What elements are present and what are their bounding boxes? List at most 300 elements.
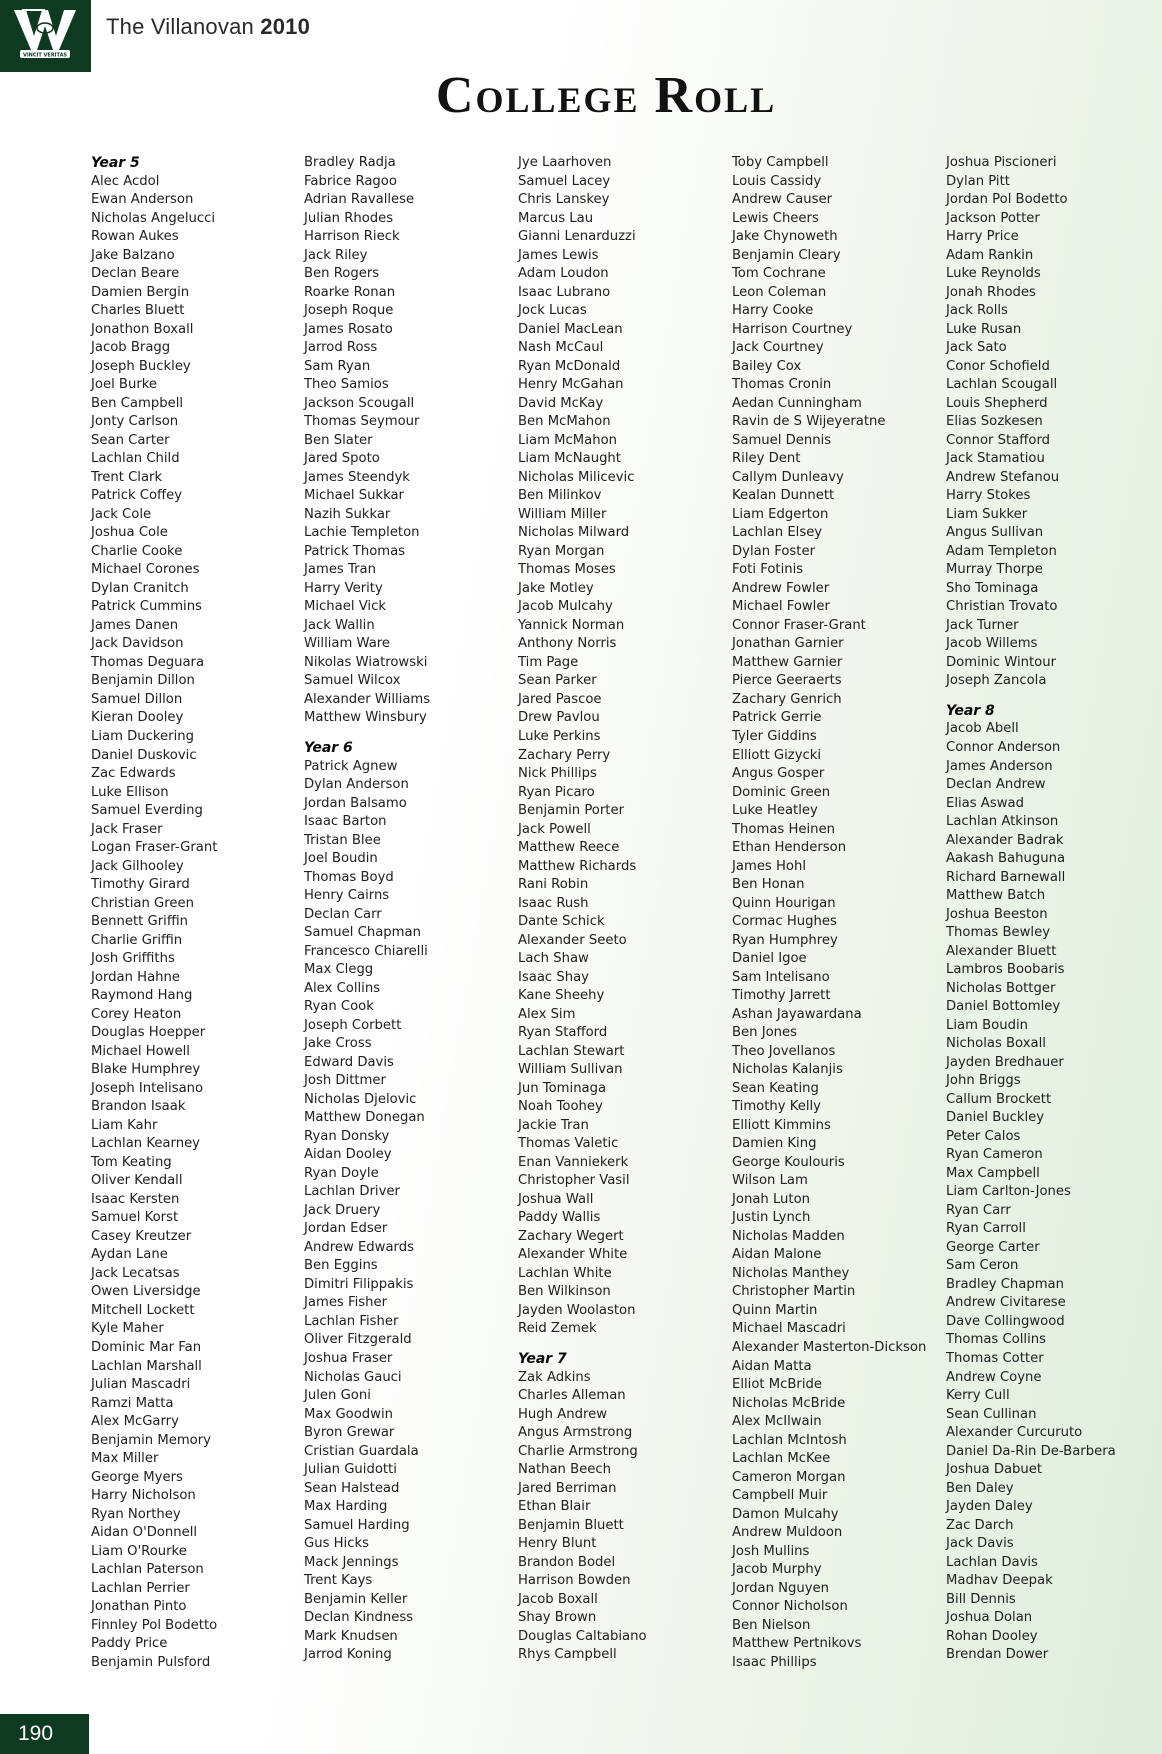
student-name: Aydan Lane — [91, 1247, 168, 1263]
student-name: Matthew Batch — [946, 888, 1046, 904]
student-name: Ryan McDonald — [518, 358, 621, 374]
student-name: Thomas Cotter — [946, 1351, 1044, 1366]
student-name: Trent Clark — [91, 469, 163, 485]
student-name: Alexander Williams — [304, 691, 431, 707]
student-name: Jack Gilhooley — [91, 858, 184, 874]
student-name: Ryan Carr — [946, 1202, 1011, 1218]
student-name: Christian Green — [91, 895, 194, 911]
student-name: Pierce Geeraerts — [732, 673, 842, 689]
page-number: 190 — [18, 1722, 54, 1745]
student-name: Thomas Heinen — [732, 821, 835, 837]
student-name: Thomas Collins — [946, 1332, 1046, 1348]
student-name: James Steendyk — [304, 469, 410, 485]
college-roll — [0, 154, 1162, 1684]
student-name: Fabrice Ragoo — [304, 173, 397, 189]
student-name: Daniel Bottomley — [946, 999, 1061, 1015]
student-name: Enan Vanniekerk — [518, 1154, 629, 1170]
student-name: Lachlan White — [518, 1265, 612, 1281]
student-name: Nicholas Kalanjis — [732, 1062, 843, 1078]
student-name: Jonah Luton — [732, 1191, 811, 1207]
student-name: Corey Heaton — [91, 1006, 182, 1022]
student-name: Joseph Intelisano — [91, 1080, 204, 1096]
student-name: Dave Collingwood — [946, 1313, 1065, 1329]
student-name: Zak Adkins — [518, 1369, 591, 1385]
logo-motto: VINCIT VERITAS — [22, 52, 68, 59]
student-name: Nicholas Madden — [732, 1228, 845, 1244]
student-name: Harry Stokes — [946, 488, 1031, 504]
student-name: Thomas Bewley — [946, 925, 1050, 941]
year-heading: Year 5 — [91, 155, 140, 171]
student-name: Josh Griffiths — [91, 951, 175, 967]
student-name: Patrick Agnew — [304, 758, 398, 774]
student-name: Connor Nicholson — [732, 1599, 848, 1615]
student-name: David McKay — [518, 395, 604, 411]
student-name: Kyle Maher — [91, 1321, 164, 1337]
student-name: Richard Barnewall — [946, 869, 1066, 885]
student-name: Damien King — [732, 1136, 817, 1152]
student-name: Elias Aswad — [946, 795, 1024, 811]
student-name: Theo Jovellanos — [732, 1043, 836, 1059]
student-name: Ben Nielson — [732, 1617, 811, 1633]
student-name: Mark Knudsen — [304, 1628, 398, 1644]
student-name: Jack Riley — [304, 247, 368, 263]
student-name: Alec Acdol — [91, 173, 160, 189]
student-name: Brendan Dower — [946, 1647, 1049, 1663]
student-name: Jared Pascoe — [518, 691, 602, 707]
student-name: Ben McMahon — [518, 414, 611, 430]
student-name: Ryan Stafford — [518, 1025, 608, 1041]
student-name: Dimitri Filippakis — [304, 1276, 414, 1292]
student-name: Jacob Mulcahy — [518, 599, 613, 615]
student-name: Jack Wallin — [304, 617, 375, 633]
student-name: Connor Stafford — [946, 432, 1051, 448]
student-name: Henry McGahan — [518, 377, 624, 393]
student-name: Tom Cochrane — [732, 266, 826, 282]
student-name: Quinn Martin — [732, 1302, 818, 1318]
student-name: James Fisher — [304, 1295, 388, 1311]
student-name: Lachlan Child — [91, 451, 180, 467]
student-name: Louis Cassidy — [732, 173, 822, 189]
student-name: Cormac Hughes — [732, 914, 837, 930]
student-name: Hugh Andrew — [518, 1406, 607, 1422]
student-name: Samuel Everding — [91, 803, 203, 819]
student-name: Jack Powell — [518, 821, 591, 837]
student-name: Samuel Korst — [91, 1210, 179, 1226]
student-name: Logan Fraser-Grant — [91, 840, 218, 856]
student-name: Joseph Zancola — [946, 673, 1047, 689]
student-name: Julian Rhodes — [304, 210, 394, 226]
student-name: Francesco Chiarelli — [304, 943, 428, 959]
student-name: Sean Parker — [518, 673, 597, 689]
student-name: Samuel Harding — [304, 1517, 410, 1533]
student-name: Zac Darch — [946, 1517, 1014, 1533]
student-name: John Briggs — [946, 1073, 1021, 1089]
student-name: Michael Howell — [91, 1043, 190, 1059]
student-name: Lewis Cheers — [732, 210, 819, 226]
year-heading: Year 7 — [518, 1351, 567, 1367]
student-name: Zachary Perry — [518, 747, 611, 763]
student-name: Liam Edgerton — [732, 506, 829, 522]
student-name: Jordan Hahne — [91, 969, 180, 985]
student-name: Sam Ceron — [946, 1258, 1019, 1274]
student-name: Joshua Dabuet — [946, 1462, 1043, 1478]
student-name: Harry Nicholson — [91, 1488, 196, 1504]
roll-column-4 — [732, 154, 937, 1672]
student-name: Ben Slater — [304, 432, 373, 448]
student-name: Bradley Radja — [304, 155, 396, 170]
student-name: Ben Campbell — [91, 395, 184, 411]
student-name: Daniel Buckley — [946, 1110, 1045, 1126]
student-name: James Rosato — [304, 321, 393, 337]
student-name: Kane Sheehy — [518, 988, 605, 1004]
student-name: Oliver Fitzgerald — [304, 1332, 412, 1348]
student-name: Anthony Norris — [518, 636, 617, 652]
student-name: Patrick Cummins — [91, 599, 202, 615]
student-name: Andrew Coyne — [946, 1369, 1042, 1385]
student-name: Matthew Richards — [518, 858, 637, 874]
student-name: Michael Vick — [304, 599, 386, 615]
student-name: Edward Davis — [304, 1054, 394, 1070]
student-name: Jackson Scougall — [304, 395, 415, 411]
student-name: Jack Sato — [946, 340, 1007, 356]
student-name: Ben Honan — [732, 877, 805, 893]
student-name: Daniel Da-Rin De-Barbera — [946, 1443, 1116, 1459]
student-name: William Sullivan — [518, 1062, 623, 1078]
student-name: Ryan Humphrey — [732, 932, 838, 948]
student-name: Tristan Blee — [304, 832, 381, 848]
student-name: Liam Sukker — [946, 506, 1028, 522]
student-name: Jack Rolls — [946, 303, 1008, 319]
student-name: Angus Armstrong — [518, 1425, 633, 1441]
student-name: Samuel Dillon — [91, 691, 183, 707]
student-name: Jonathon Boxall — [91, 321, 194, 337]
student-name: Nicholas Manthey — [732, 1265, 850, 1281]
student-name: Harry Cooke — [732, 303, 814, 319]
student-name: Liam Carlton-Jones — [946, 1184, 1071, 1200]
student-name: Dylan Anderson — [304, 777, 409, 793]
student-name: Damon Mulcahy — [732, 1506, 839, 1522]
student-name: Lachlan McKee — [732, 1451, 831, 1467]
student-name: Alexander Badrak — [946, 832, 1064, 848]
student-name: Timothy Kelly — [732, 1099, 821, 1115]
student-name: Cameron Morgan — [732, 1469, 846, 1485]
student-name: Luke Heatley — [732, 803, 818, 819]
student-name: Timothy Jarrett — [732, 988, 831, 1004]
student-name: Jack Stamatiou — [946, 451, 1045, 467]
student-name: Blake Humphrey — [91, 1062, 201, 1078]
student-name: Connor Anderson — [946, 739, 1061, 755]
student-name: Jun Tominaga — [518, 1080, 607, 1096]
student-name: Thomas Seymour — [304, 414, 420, 430]
student-name: Charlie Armstrong — [518, 1443, 638, 1459]
student-name: James Anderson — [946, 758, 1053, 774]
student-name: Aedan Cunningham — [732, 395, 862, 411]
student-name: Nicholas Gauci — [304, 1369, 402, 1385]
student-name: Jake Chynoweth — [732, 229, 838, 245]
student-name: Joshua Fraser — [304, 1351, 393, 1366]
student-name: Luke Reynolds — [946, 266, 1041, 282]
student-name: Angus Gosper — [732, 766, 825, 782]
student-name: Sean Keating — [732, 1080, 819, 1096]
student-name: Bradley Chapman — [946, 1276, 1064, 1292]
student-name: Elliott Kimmins — [732, 1117, 831, 1133]
student-name: Joseph Corbett — [304, 1017, 402, 1033]
student-name: Alex Sim — [518, 1006, 576, 1022]
student-name: Alexander White — [518, 1247, 628, 1263]
student-name: Isaac Rush — [518, 895, 589, 911]
student-name: Benjamin Cleary — [732, 247, 841, 263]
student-name: Jackie Tran — [518, 1117, 589, 1133]
student-name: Ashan Jayawardana — [732, 1006, 862, 1022]
student-name: Andrew Stefanou — [946, 469, 1060, 485]
publication-title — [106, 14, 310, 40]
student-name: Matthew Winsbury — [304, 710, 427, 726]
student-name: Chris Lanskey — [518, 192, 610, 208]
student-name: Casey Kreutzer — [91, 1228, 192, 1244]
student-name: Christopher Vasil — [518, 1173, 630, 1189]
student-name: Jonathan Pinto — [91, 1599, 187, 1615]
student-name: Kealan Dunnett — [732, 488, 835, 504]
student-name: Zac Edwards — [91, 766, 176, 782]
student-name: Jack Turner — [946, 617, 1019, 633]
student-name: Joshua Wall — [518, 1191, 594, 1207]
student-name: Max Harding — [304, 1499, 388, 1515]
student-name: Nicholas Milward — [518, 525, 630, 541]
student-name: Thomas Valetic — [518, 1136, 619, 1152]
student-name: Callum Brockett — [946, 1091, 1052, 1107]
student-name: Daniel Igoe — [732, 951, 807, 967]
student-name: Lachlan Driver — [304, 1184, 400, 1200]
student-name: Jordan Pol Bodetto — [946, 192, 1068, 208]
student-name: Lachlan Elsey — [732, 525, 823, 541]
student-name: Jake Balzano — [91, 247, 175, 263]
student-name: Cristian Guardala — [304, 1443, 419, 1459]
student-name: Ramzi Matta — [91, 1395, 174, 1411]
student-name: Foti Fotinis — [732, 562, 804, 578]
student-name: Yannick Norman — [518, 617, 625, 633]
student-name: Patrick Thomas — [304, 543, 406, 559]
student-name: Adam Templeton — [946, 543, 1057, 559]
student-name: Alex Collins — [304, 980, 381, 996]
student-name: Julian Guidotti — [304, 1462, 397, 1478]
student-name: Aakash Bahuguna — [946, 851, 1066, 867]
student-name: Bill Dennis — [946, 1591, 1016, 1607]
student-name: Theo Samios — [304, 377, 389, 393]
student-name: Harrison Bowden — [518, 1573, 631, 1589]
student-name: Aidan Matta — [732, 1358, 812, 1374]
student-name: Dylan Foster — [732, 543, 816, 559]
student-name: Gianni Lenarduzzi — [518, 229, 636, 245]
student-name: Drew Pavlou — [518, 710, 600, 726]
student-name: Jack Lecatsas — [91, 1265, 180, 1281]
student-name: Joseph Buckley — [91, 358, 191, 374]
student-name: Max Clegg — [304, 962, 374, 978]
student-name: Declan Andrew — [946, 777, 1046, 793]
student-name: Jarrod Koning — [304, 1647, 392, 1663]
student-name: Rhys Campbell — [518, 1647, 617, 1663]
student-name: Liam Kahr — [91, 1117, 158, 1133]
student-name: Ben Jones — [732, 1025, 798, 1041]
student-name: Thomas Boyd — [304, 869, 394, 885]
student-name: Jye Laarhoven — [518, 155, 612, 170]
student-name: Finnley Pol Bodetto — [91, 1617, 218, 1633]
student-name: Lachlan Stewart — [518, 1043, 625, 1059]
student-name: Tyler Giddins — [732, 728, 817, 744]
student-name: Jonathan Garnier — [732, 636, 844, 652]
school-logo — [0, 0, 91, 72]
student-name: Ethan Blair — [518, 1499, 591, 1515]
student-name: Timothy Girard — [91, 877, 190, 893]
student-name: Ewan Anderson — [91, 192, 194, 208]
student-name: Charles Bluett — [91, 303, 185, 319]
student-name: Alexander Bluett — [946, 943, 1057, 959]
student-name: Riley Dent — [732, 451, 801, 467]
student-name: Benjamin Memory — [91, 1432, 211, 1448]
student-name: Dominic Wintour — [946, 654, 1056, 670]
student-name: Louis Shepherd — [946, 395, 1048, 411]
student-name: Joshua Dolan — [946, 1610, 1033, 1626]
student-name: Elliott Gizycki — [732, 747, 822, 763]
student-name: Josh Mullins — [732, 1543, 810, 1559]
student-name: Elliot McBride — [732, 1377, 823, 1393]
student-name: Dylan Cranitch — [91, 580, 189, 596]
student-name: Isaac Kersten — [91, 1191, 180, 1207]
student-name: Rowan Aukes — [91, 229, 179, 245]
student-name: Jack Davis — [946, 1536, 1014, 1552]
student-name: Shay Brown — [518, 1610, 597, 1626]
student-name: George Myers — [91, 1469, 183, 1485]
student-name: Jonah Rhodes — [946, 284, 1036, 300]
student-name: Lachlan Paterson — [91, 1562, 204, 1578]
student-name: Nazih Sukkar — [304, 506, 391, 522]
student-name: Lachlan Perrier — [91, 1580, 190, 1596]
student-name: Adrian Ravallese — [304, 192, 415, 208]
student-name: Lachlan Atkinson — [946, 814, 1059, 830]
student-name: Lachlan Marshall — [91, 1358, 202, 1374]
student-name: Raymond Hang — [91, 988, 193, 1004]
student-name: Dante Schick — [518, 914, 605, 930]
student-name: James Hohl — [732, 858, 806, 874]
student-name: Gus Hicks — [304, 1536, 369, 1552]
student-name: Jacob Willems — [946, 636, 1038, 652]
student-name: Liam O'Rourke — [91, 1543, 187, 1559]
student-name: Alex McIlwain — [732, 1414, 822, 1430]
student-name: Tom Keating — [91, 1154, 172, 1170]
publication-year: 2010 — [260, 14, 311, 39]
student-name: Byron Grewar — [304, 1425, 395, 1441]
student-name: Leon Coleman — [732, 284, 827, 300]
student-name: Patrick Gerrie — [732, 710, 822, 726]
publication-name: The Villanovan — [106, 14, 254, 39]
student-name: Isaac Barton — [304, 814, 387, 830]
student-name: Jack Fraser — [91, 821, 163, 837]
student-name: Lachlan Davis — [946, 1554, 1038, 1570]
roll-column-2 — [304, 154, 509, 1665]
student-name: Reid Zemek — [518, 1321, 597, 1337]
student-name: Josh Dittmer — [304, 1073, 386, 1089]
student-name: Adam Rankin — [946, 247, 1034, 263]
student-name: Samuel Lacey — [518, 173, 611, 189]
student-name: Rani Robin — [518, 877, 589, 893]
year-heading: Year 6 — [304, 739, 353, 756]
student-name: Max Campbell — [946, 1165, 1040, 1181]
student-name: Benjamin Bluett — [518, 1517, 624, 1533]
student-name: Liam McNaught — [518, 451, 621, 467]
student-name: Dylan Pitt — [946, 173, 1010, 189]
student-name: Isaac Shay — [518, 969, 589, 985]
roll-column-1 — [91, 154, 296, 1672]
student-name: Sean Cullinan — [946, 1406, 1037, 1422]
villanova-vv-crest-icon — [12, 6, 78, 62]
student-name: Elias Sozkesen — [946, 414, 1043, 430]
student-name: Kerry Cull — [946, 1388, 1010, 1404]
student-name: Charlie Griffin — [91, 932, 183, 948]
student-name: Marcus Lau — [518, 210, 594, 226]
student-name: Max Miller — [91, 1451, 159, 1467]
student-name: Julen Goni — [304, 1388, 371, 1404]
student-name: Benjamin Porter — [518, 803, 625, 819]
student-name: Conor Schofield — [946, 358, 1050, 374]
student-name: Ben Rogers — [304, 266, 380, 282]
student-name: Thomas Cronin — [732, 377, 832, 393]
student-name: Jacob Murphy — [732, 1562, 822, 1578]
student-name: Jacob Abell — [946, 721, 1019, 737]
student-name: Brandon Isaak — [91, 1099, 186, 1115]
student-name: Jacob Boxall — [518, 1591, 598, 1607]
student-name: Isaac Lubrano — [518, 284, 611, 300]
student-name: Aidan Malone — [732, 1247, 822, 1263]
student-name: Matthew Pertnikovs — [732, 1636, 862, 1652]
student-name: Douglas Hoepper — [91, 1025, 206, 1041]
student-name: Jack Courtney — [732, 340, 824, 356]
student-name: Michael Sukkar — [304, 488, 404, 504]
student-name: Michael Corones — [91, 562, 200, 578]
student-name: Douglas Caltabiano — [518, 1628, 647, 1644]
student-name: Benjamin Dillon — [91, 673, 195, 689]
student-name: Ryan Carroll — [946, 1221, 1026, 1237]
student-name: Bennett Griffin — [91, 914, 188, 930]
student-name: Jayden Woolaston — [518, 1302, 636, 1318]
year-heading: Year 8 — [946, 702, 995, 719]
student-name: Matthew Donegan — [304, 1110, 425, 1126]
student-name: Jordan Edser — [304, 1221, 388, 1237]
student-name: Paddy Price — [91, 1636, 168, 1652]
student-name: Max Goodwin — [304, 1406, 393, 1422]
student-name: Ryan Doyle — [304, 1165, 379, 1181]
student-name: Justin Lynch — [732, 1210, 811, 1226]
student-name: Nash McCaul — [518, 340, 604, 356]
student-name: Harry Price — [946, 229, 1019, 245]
student-name: Andrew Edwards — [304, 1239, 414, 1255]
student-name: Zachary Genrich — [732, 691, 842, 707]
student-name: Alexander Masterton-Dickson — [732, 1340, 927, 1355]
student-name: Lachie Templeton — [304, 525, 420, 541]
student-name: Ryan Cook — [304, 999, 374, 1015]
student-name: Ryan Donsky — [304, 1128, 390, 1144]
student-name: Noah Toohey — [518, 1099, 603, 1115]
student-name: Jonty Carlson — [91, 414, 179, 430]
student-name: Oliver Kendall — [91, 1173, 183, 1189]
roll-column-3 — [518, 154, 723, 1665]
student-name: Roarke Ronan — [304, 284, 396, 300]
student-name: Nathan Beech — [518, 1462, 611, 1478]
student-name: Jock Lucas — [518, 303, 587, 319]
student-name: Lachlan McIntosh — [732, 1432, 847, 1448]
student-name: Samuel Dennis — [732, 432, 832, 448]
student-name: Nicholas Milicevic — [518, 469, 635, 485]
student-name: Rohan Dooley — [946, 1628, 1038, 1644]
student-name: Daniel MacLean — [518, 321, 623, 337]
